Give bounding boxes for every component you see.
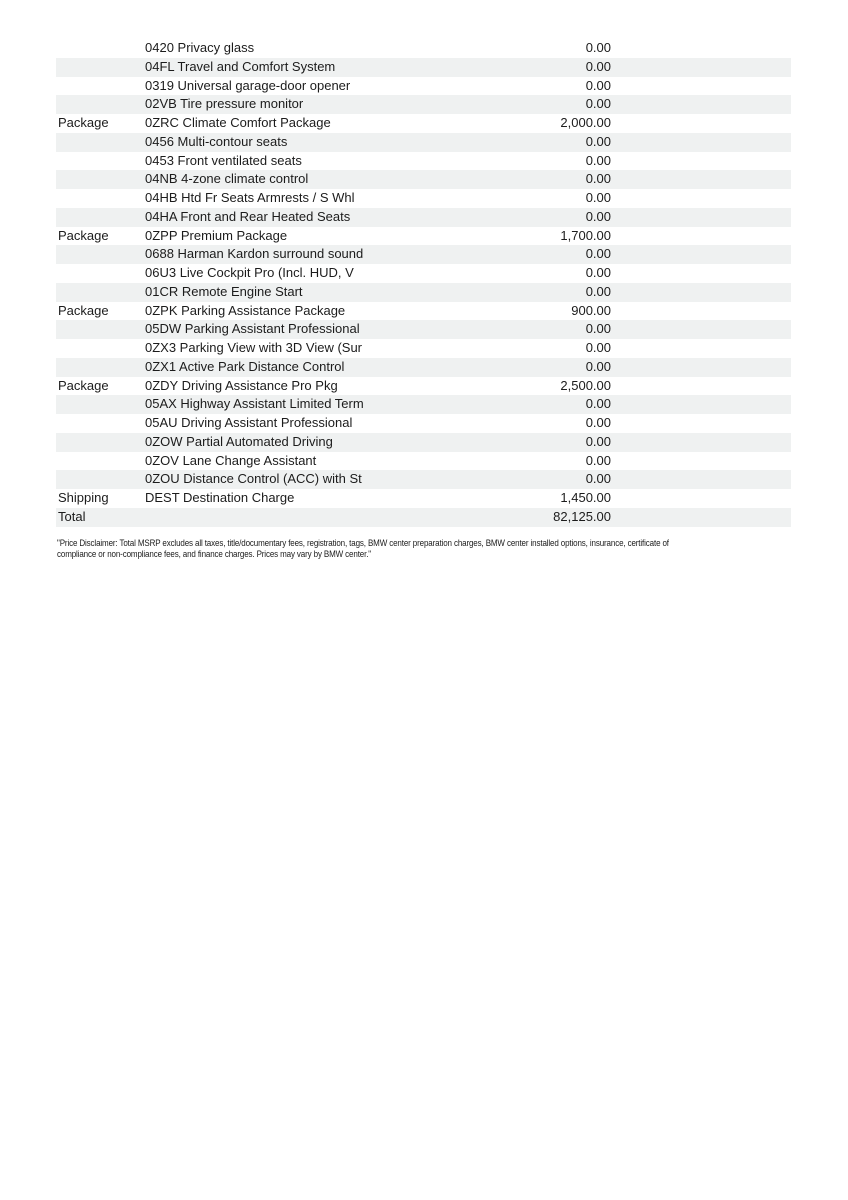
table-row xyxy=(56,433,791,452)
price-cell: 0.00 xyxy=(585,208,611,224)
description-cell: 0ZOU Distance Control (ACC) with St xyxy=(145,471,362,487)
price-cell: 0.00 xyxy=(585,433,611,449)
table-row xyxy=(56,395,791,414)
price-cell: 0.00 xyxy=(585,265,611,280)
price-disclaimer-line-1: "Price Disclaimer: Total MSRP excludes all taxes, title/documentary fees, registration, tags, BMW center preparation charges, BMW center installed options, insurance, certificate of xyxy=(57,538,669,548)
table-row xyxy=(56,170,791,189)
price-cell: 0.00 xyxy=(585,152,611,168)
description-cell: 05AX Highway Assistant Limited Term xyxy=(145,396,364,412)
description-cell: 0688 Harman Kardon surround sound xyxy=(145,246,364,262)
category-cell: Package xyxy=(58,115,109,130)
price-cell: 1,700.00 xyxy=(560,227,611,243)
description-cell: 04HA Front and Rear Heated Seats xyxy=(145,208,351,224)
price-cell: 0.00 xyxy=(585,321,611,337)
category-cell: Total xyxy=(58,508,86,524)
price-cell: 0.00 xyxy=(585,246,611,262)
price-cell: 2,500.00 xyxy=(560,377,611,393)
price-cell: 0.00 xyxy=(585,471,611,487)
price-disclaimer xyxy=(57,538,797,561)
description-cell: 0ZDY Driving Assistance Pro Pkg xyxy=(145,377,338,393)
price-cell: 0.00 xyxy=(585,133,611,149)
category-cell: Package xyxy=(58,227,109,243)
description-cell: 0ZPK Parking Assistance Package xyxy=(145,302,346,318)
category-cell: Package xyxy=(58,377,109,393)
description-cell: DEST Destination Charge xyxy=(145,490,295,505)
description-cell: 0319 Universal garage-door opener xyxy=(145,77,351,93)
table-row xyxy=(56,302,791,321)
table-row xyxy=(56,358,791,377)
description-cell: 0456 Multi-contour seats xyxy=(145,133,288,149)
table-row xyxy=(56,208,791,227)
price-cell: 0.00 xyxy=(585,190,611,205)
price-cell: 0.00 xyxy=(585,358,611,374)
description-cell: 0420 Privacy glass xyxy=(145,40,255,55)
table-row xyxy=(56,452,791,471)
description-cell: 0ZOV Lane Change Assistant xyxy=(145,452,317,468)
price-cell: 0.00 xyxy=(585,283,611,299)
price-disclaimer-line-2: compliance or non-compliance fees, and finance charges. Prices may vary by BMW center." xyxy=(57,549,372,560)
description-cell: 02VB Tire pressure monitor xyxy=(145,96,304,112)
table-row xyxy=(56,114,791,133)
table-row xyxy=(56,227,791,246)
price-cell: 0.00 xyxy=(585,340,611,355)
description-cell: 05DW Parking Assistant Professional xyxy=(145,321,360,337)
table-row xyxy=(56,283,791,302)
description-cell: 06U3 Live Cockpit Pro (Incl. HUD, V xyxy=(145,265,354,280)
table-row xyxy=(56,152,791,171)
table-row xyxy=(56,189,791,208)
table-row xyxy=(56,414,791,433)
table-row xyxy=(56,77,791,96)
price-cell: 0.00 xyxy=(585,58,611,74)
price-cell: 0.00 xyxy=(585,452,611,468)
description-cell: 04NB 4-zone climate control xyxy=(145,171,309,187)
price-cell: 0.00 xyxy=(585,77,611,93)
table-row xyxy=(56,320,791,339)
price-cell: 0.00 xyxy=(585,396,611,412)
table-row xyxy=(56,58,791,77)
table-row xyxy=(56,339,791,358)
description-cell: 0ZX1 Active Park Distance Control xyxy=(145,358,345,374)
table-row xyxy=(56,508,791,527)
price-cell: 82,125.00 xyxy=(553,508,611,524)
table-row xyxy=(56,95,791,114)
description-cell: 01CR Remote Engine Start xyxy=(145,283,303,299)
price-cell: 900.00 xyxy=(571,302,611,318)
description-cell: 05AU Driving Assistant Professional xyxy=(145,415,353,430)
table-row xyxy=(56,489,791,508)
description-cell: 04HB Htd Fr Seats Armrests / S Whl xyxy=(145,190,355,205)
table-row xyxy=(56,377,791,396)
price-cell: 0.00 xyxy=(585,40,611,55)
description-cell: 0ZRC Climate Comfort Package xyxy=(145,115,331,130)
table-row xyxy=(56,264,791,283)
table-row xyxy=(56,133,791,152)
description-cell: 0453 Front ventilated seats xyxy=(145,152,302,168)
price-cell: 1,450.00 xyxy=(560,490,611,505)
description-cell: 0ZOW Partial Automated Driving xyxy=(145,433,333,449)
options-table xyxy=(56,39,791,527)
category-cell: Package xyxy=(58,302,109,318)
description-cell: 0ZPP Premium Package xyxy=(145,227,288,243)
price-cell: 0.00 xyxy=(585,415,611,430)
table-row xyxy=(56,39,791,58)
category-cell: Shipping xyxy=(58,490,109,505)
table-row xyxy=(56,470,791,489)
description-cell: 0ZX3 Parking View with 3D View (Sur xyxy=(145,340,363,355)
table-row xyxy=(56,245,791,264)
price-cell: 0.00 xyxy=(585,171,611,187)
price-cell: 2,000.00 xyxy=(560,115,611,130)
description-cell: 04FL Travel and Comfort System xyxy=(145,58,336,74)
price-cell: 0.00 xyxy=(585,96,611,112)
